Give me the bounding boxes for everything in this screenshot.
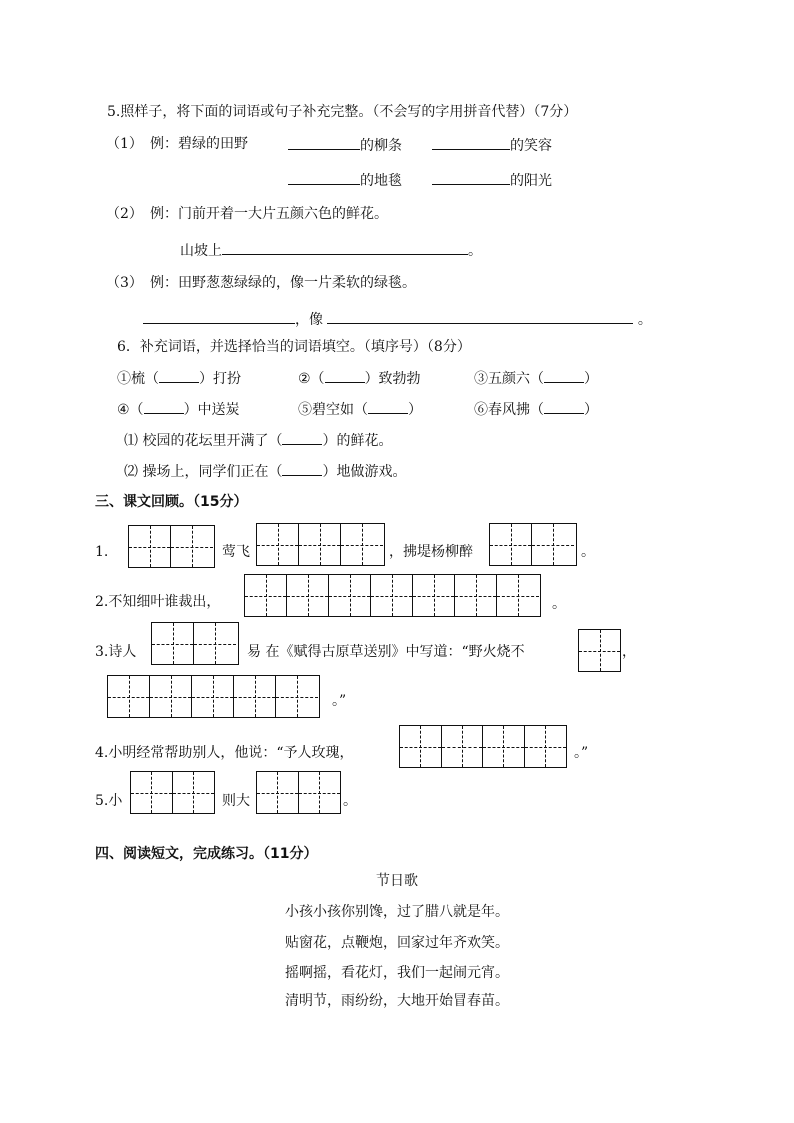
s3-line1-text-a: 莺飞	[222, 544, 250, 560]
q5-part1-example: 例：碧绿的田野	[150, 136, 248, 152]
s3-line1-number: 1.	[95, 544, 109, 560]
s3-line1-end: 。	[581, 544, 595, 560]
s3-line5-grid-a[interactable]	[130, 771, 215, 814]
q6-sentence-2[interactable]: ⑵ 操场上，同学们正在（ ）地做游戏。	[124, 461, 406, 481]
s3-line2-grid[interactable]	[244, 574, 541, 617]
s3-line3-text-c: ，	[622, 644, 636, 660]
q5-part2-number: （2）	[106, 206, 143, 222]
q6-sentence-1[interactable]: ⑴ 校园的花坛里开满了（ ）的鲜花。	[124, 430, 392, 450]
section4-title: 四、阅读短文，完成练习。（11分）	[95, 846, 318, 862]
q6-item-4[interactable]: ④（ ）中送炭	[117, 399, 240, 419]
s3-line1-text-b: ，拂堤杨柳醉	[389, 544, 473, 560]
s3-line5-text-b: 则大	[222, 793, 250, 809]
s3-line4-end: 。”	[574, 745, 589, 761]
q5-blank-3[interactable]: 的地毯	[288, 170, 402, 190]
poem-line-1: 小孩小孩你别馋，过了腊八就是年。	[285, 904, 509, 920]
q6-item-1[interactable]: ①梳（ ）打扮	[117, 368, 241, 388]
q5-blank-2[interactable]: 的笑容	[432, 135, 552, 155]
s3-line3-text-a: 3.诗人	[95, 644, 137, 660]
q5-part3-number: （3）	[106, 275, 143, 291]
s3-line2-end: 。	[552, 596, 566, 612]
s3-line3-text-b: 易 在《赋得古原草送别》中写道：“野火烧不	[247, 644, 525, 660]
s3-line3-end: 。”	[332, 693, 347, 709]
q5-part1-number: （1）	[106, 136, 143, 152]
s3-line1-grid-c[interactable]	[489, 523, 577, 566]
s3-line3-grid-c[interactable]	[107, 675, 320, 718]
s3-line3-grid-a[interactable]	[151, 622, 239, 665]
q6-item-2[interactable]: ②（ ）致勃勃	[298, 368, 421, 388]
q5-title: 5.照样子，将下面的词语或句子补充完整。（不会写的字用拼音代替）（7分）	[107, 104, 578, 120]
s3-line5-grid-b[interactable]	[256, 771, 341, 814]
s3-line4-text: 4.小明经常帮助别人，他说：“予人玫瑰，	[95, 745, 354, 761]
poem-line-3: 摇啊摇，看花灯，我们一起闹元宵。	[285, 965, 509, 981]
q5-part3-answer-line[interactable]: ，像 。	[143, 309, 652, 329]
q5-part3-example: 例：田野葱葱绿绿的，像一片柔软的绿毯。	[150, 275, 416, 291]
q5-part2-example: 例：门前开着一大片五颜六色的鲜花。	[150, 206, 388, 222]
s3-line1-grid-a[interactable]	[128, 525, 215, 568]
q6-item-3[interactable]: ③五颜六（ ）	[474, 368, 598, 388]
s3-line5-text-a: 5.小	[95, 793, 123, 809]
q6-title: 6．补充词语，并选择恰当的词语填空。（填序号）（8分）	[117, 339, 471, 355]
section3-title: 三、课文回顾。（15分）	[95, 494, 248, 510]
s3-line2-text: 2.不知细叶谁裁出，	[95, 594, 221, 610]
q5-blank-1[interactable]: 的柳条	[288, 135, 402, 155]
s3-line5-end: 。	[343, 793, 357, 809]
q5-blank-4[interactable]: 的阳光	[432, 170, 552, 190]
s3-line4-grid[interactable]	[399, 725, 567, 768]
s3-line3-grid-b[interactable]	[578, 629, 621, 672]
poem-line-4: 清明节，雨纷纷，大地开始冒春苗。	[285, 993, 509, 1009]
q6-item-5[interactable]: ⑤碧空如（ ）	[298, 399, 422, 419]
s3-line1-grid-b[interactable]	[256, 523, 385, 566]
q5-part2-answer-line[interactable]: 山坡上 。	[180, 240, 482, 260]
poem-title: 节日歌	[376, 873, 418, 889]
poem-line-2: 贴窗花，点鞭炮，回家过年齐欢笑。	[285, 935, 509, 951]
q6-item-6[interactable]: ⑥春风拂（ ）	[474, 399, 598, 419]
